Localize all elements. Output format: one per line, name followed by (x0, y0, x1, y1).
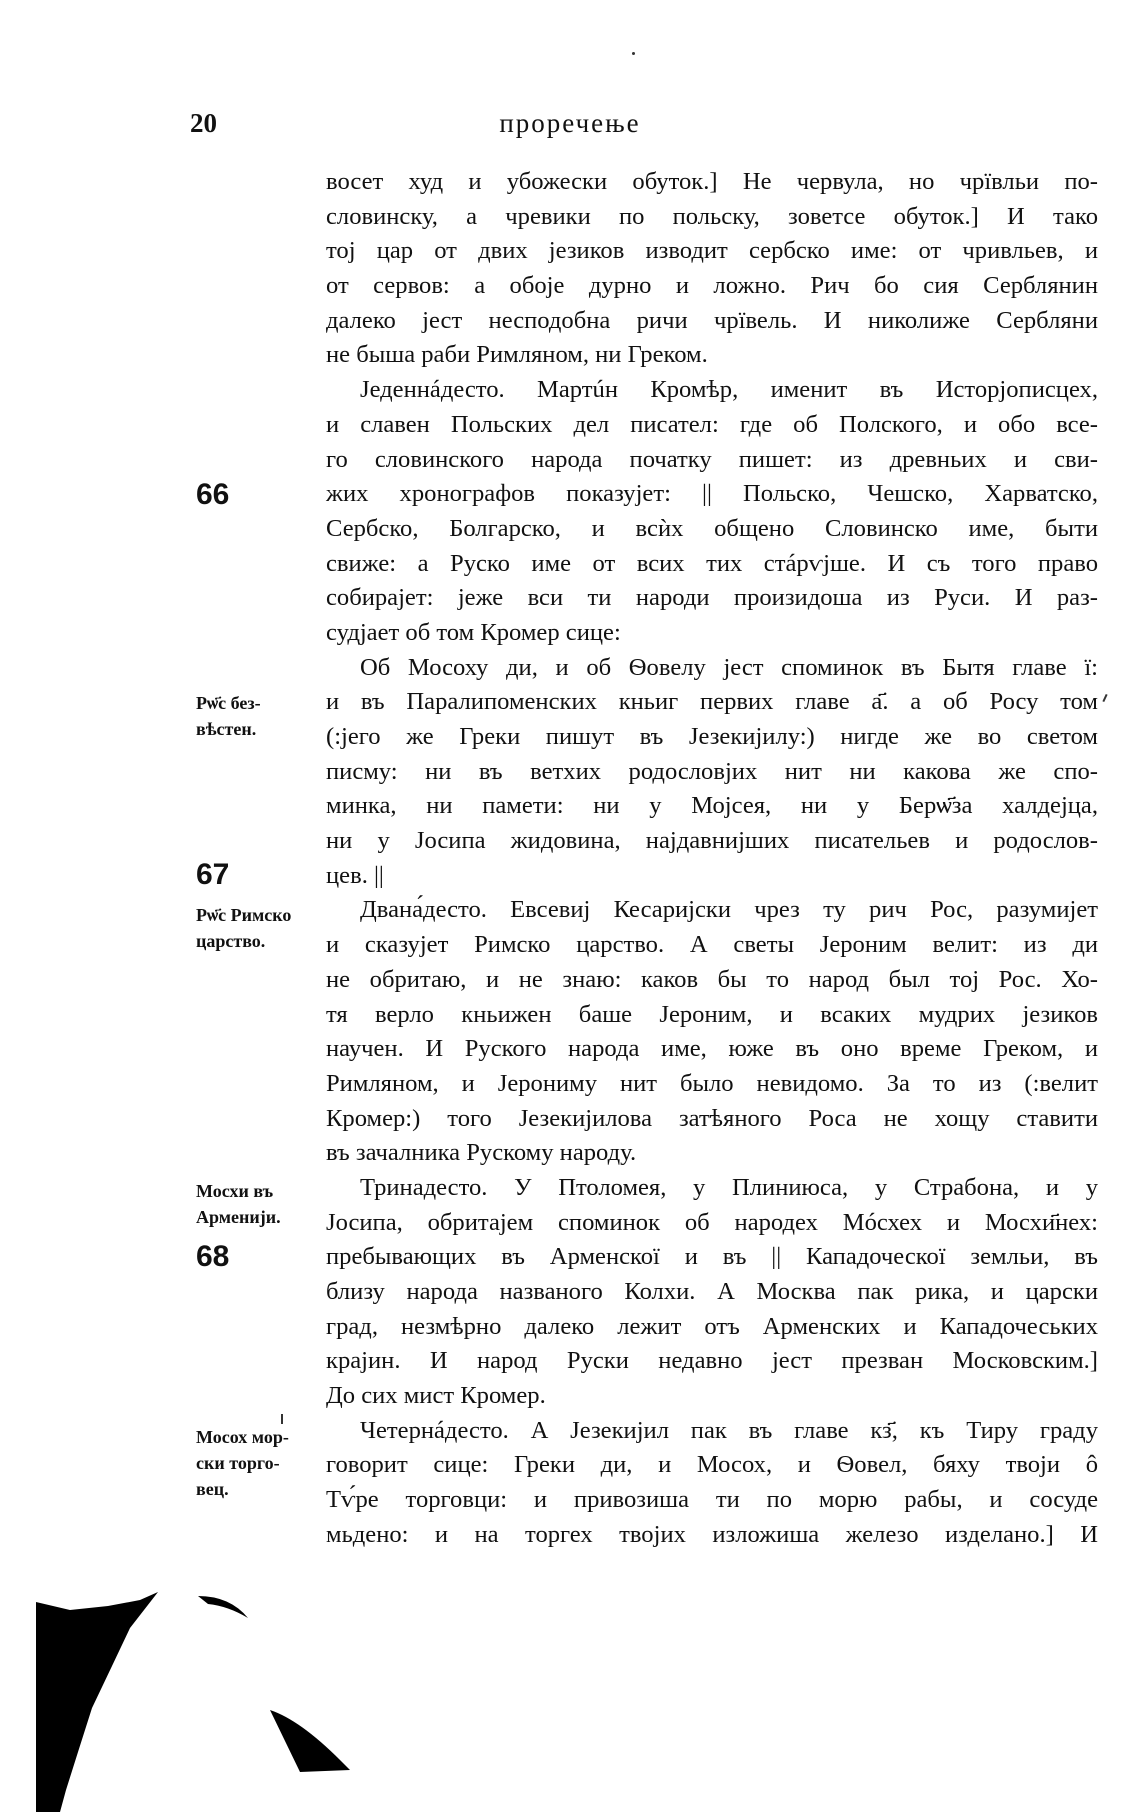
text-line: ни у Јосипа жидовина, најдавнијших писательев и родослов- (326, 827, 1098, 855)
text-line: жих хронографов показујет: || Польско, Чешско, Харватско, (326, 480, 1098, 508)
margin-note-line: царство. (196, 931, 266, 951)
margin-note-line: Мосхи въ (196, 1181, 274, 1201)
text-line: и славен Польских дел писател: где об Полского, и обо все- (326, 410, 1098, 438)
text-line: (:јего же Греки пишут въ Језекијилу:) нигде же во светом (326, 723, 1098, 750)
text-line: град, незмѣрно далеко лежит отъ Арменских и Кападочеських (326, 1312, 1098, 1340)
text-line: судјает об том Кромер сице: (326, 618, 621, 646)
margin-note-line: вец. (196, 1479, 229, 1499)
text-line: Четернáдесто. А Језекијил пак въ главе кз҃, къ Тиру граду (360, 1416, 1098, 1444)
text-line: словинску, а чревики по польску, зоветсе обуток.] И тако (326, 202, 1098, 230)
text-line: го словинского народа початку пишет: из древньих и сви- (326, 445, 1098, 473)
text-line: мьдено: и на торгех твојих изложиша железо изделано.] И (326, 1520, 1098, 1548)
text-line: Об Мосоху ди, и об Ѳовелу јест споминок въ Бытя главе ї: (360, 653, 1098, 681)
text-line: крајин. И народ Руски недавно јест презван Московским.] (326, 1347, 1098, 1375)
text-line: и сказујет Римско царство. А светы Јероним велит: из ди (326, 931, 1098, 959)
margin-number: 67 (196, 858, 230, 891)
text-line: близу народа названого Колхи. А Москва пак рика, и царски (326, 1278, 1098, 1305)
text-line: научен. И Руского народа име, юже въ оно време Греком, и (326, 1035, 1098, 1063)
text-line: минка, ни памети: ни у Мојсея, ни у Берѡ҃за халдејца, (326, 792, 1098, 820)
text-line: не обритаю, и не знаю: каков бы то народ был тој Рос. Хо- (326, 965, 1098, 993)
text-line: далеко јест несподобна ричи чрївель. И николиже Сербляни (326, 306, 1098, 334)
text-line: говорит сице: Греки ди, и Мосох, и Ѳовел, бяху твоји ô (326, 1451, 1098, 1479)
text-line: тя верло кньижен баше Јероним, и всаких мудрих језиков (326, 1000, 1098, 1028)
text-line: Двана́десто. Евсевиј Кесаријски чрез ту рич Рос, разумијет (360, 896, 1098, 924)
scan-blot (270, 1710, 350, 1772)
text-line: въ зачалника Рускому народу. (326, 1139, 637, 1167)
text-line: Римляном, и Јерониму нит было невидомо. За то из (:велит (326, 1069, 1098, 1097)
text-line: Тѵ́ре торговци: и привозиша ти по морю рабы, и сосуде (326, 1486, 1098, 1514)
text-line: восет худ и убожески обуток.] Не червула, но чрївльи по- (326, 168, 1098, 195)
text-line: собирајет: јеже вси ти народи произидоша из Руси. И раз- (326, 584, 1098, 612)
text-line: Сербско, Болгарско, и всѝх общено Словинско име, быти (326, 514, 1098, 542)
scan-blot (36, 1592, 158, 1812)
text-line: от сервов: а обоје дурно и ложно. Рич бо сия Серблянин (326, 272, 1098, 300)
text-line: и въ Паралипоменских кньиг первих главе а҃. а об Росу том (326, 688, 1098, 716)
text-line: Тринадесто. У Птоломея, у Плиниюса, у Страбона, и у (360, 1173, 1098, 1201)
margin-number: 68 (196, 1240, 230, 1273)
text-line: Кромер:) того Језекијилова затѣяного Роса не хощу ставити (326, 1104, 1098, 1132)
running-head: проречење (499, 108, 641, 138)
text-line: До сих мист Кромер. (326, 1382, 546, 1410)
margin-note-line: Рѡ҃с без- (196, 693, 261, 713)
scan-blot (198, 1596, 248, 1618)
text-line: Јосипа, обритајем споминок об народех Мóсхех и Мосхи҃нех: (326, 1208, 1098, 1236)
text-line: тој цар от двих језиков изводит сербско име: от чривльев, и (326, 237, 1098, 265)
page-number: 20 (190, 108, 217, 138)
text-line: писму: ни въ ветхих родословјих нит ни какова же спо- (326, 757, 1098, 785)
margin-note-line: Мосох мор- (196, 1427, 289, 1447)
margin-note-line: Арменији. (196, 1207, 281, 1227)
text-line: пребывающих въ Арменскої и въ || Кападоческої земльи, въ (326, 1243, 1098, 1271)
text-line: Једеннáдесто. Мартúн Кромѣр, именит въ Исторјописцех, (360, 376, 1098, 404)
margin-number: 66 (196, 478, 230, 511)
text-line: цев. || (326, 861, 384, 889)
text-line: не быша раби Римляном, ни Греком. (326, 341, 708, 369)
margin-note-line: ски торго- (196, 1453, 280, 1473)
margin-note-line: вѣстен. (196, 719, 257, 739)
text-line: свиже: а Руско име от всих тих стáрѵјше. И съ того право (326, 549, 1098, 577)
margin-note-line: Рѡ҃с Римско (196, 905, 292, 925)
